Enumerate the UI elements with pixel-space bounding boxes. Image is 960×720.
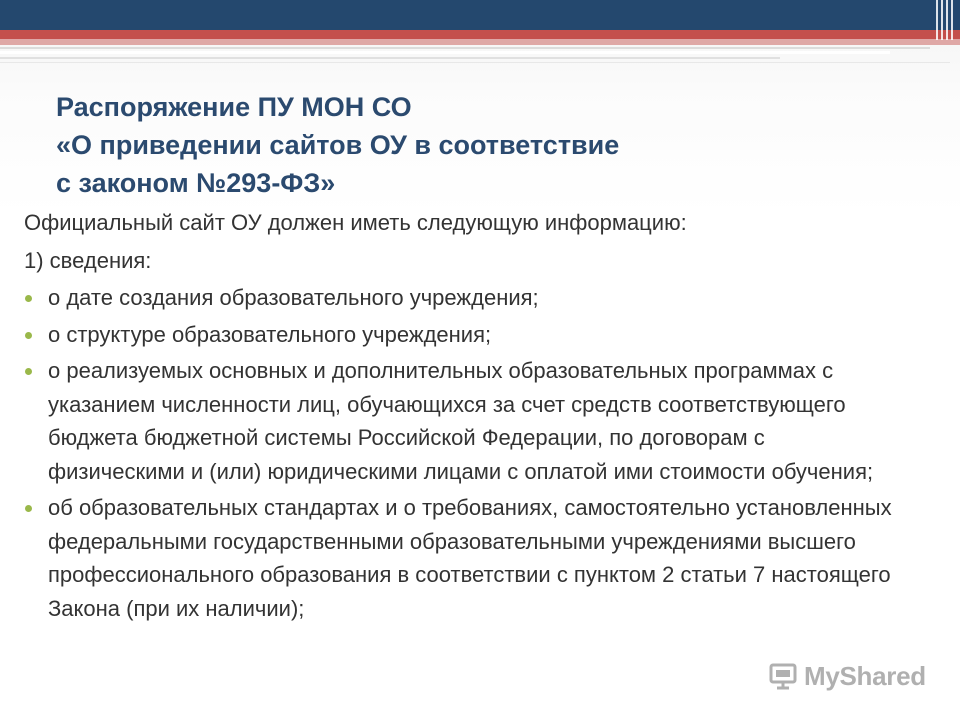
presentation-icon xyxy=(768,661,798,691)
bullet-dot-icon xyxy=(25,368,32,375)
list-item xyxy=(24,281,904,315)
slide-title xyxy=(56,88,916,202)
bullet-dot-icon xyxy=(25,295,32,302)
bullet-dot-icon xyxy=(25,332,32,339)
list-item xyxy=(24,318,904,352)
header-stripes-decoration xyxy=(934,0,954,40)
list-item xyxy=(24,491,904,625)
intro-text: Официальный сайт ОУ должен иметь следующую информацию: xyxy=(24,210,687,235)
list-item-text: о структуре образовательного учреждения; xyxy=(48,321,492,347)
numbered-item: 1) сведения: xyxy=(24,247,152,273)
list-item-text: об образовательных стандартах и о требованиях, самостоятельно установленных федеральными государственными образовательными учреждениями высшего профессионального образования в соответствии с пунктом 2 статьи 7 настоящего Закона (при их наличии); xyxy=(48,495,892,621)
watermark-text: MyShared xyxy=(804,660,926,691)
title-line: Распоряжение ПУ МОН СО xyxy=(56,92,412,122)
title-line: с законом №293-ФЗ» xyxy=(56,168,336,198)
bullet-list xyxy=(24,281,904,625)
list-item xyxy=(24,354,904,488)
header-bar-blue xyxy=(0,0,960,30)
list-item-text: о реализуемых основных и дополнительных образовательных программах с указанием численности лиц, обучающихся за счет средств соответствующего бюджета бюджетной системы Российской Федерации, по договорам с физическими и (или) юридическими лицами с оплатой ими стоимости обучения; xyxy=(48,358,874,484)
header-bar-red xyxy=(0,30,960,39)
title-line: «О приведении сайтов ОУ в соответствие xyxy=(56,130,620,160)
bullet-dot-icon xyxy=(25,505,32,512)
watermark xyxy=(768,656,926,696)
list-item-text: о дате создания образовательного учреждения; xyxy=(48,285,539,310)
header-decorative-lines xyxy=(0,45,960,67)
slide-body xyxy=(24,206,904,628)
